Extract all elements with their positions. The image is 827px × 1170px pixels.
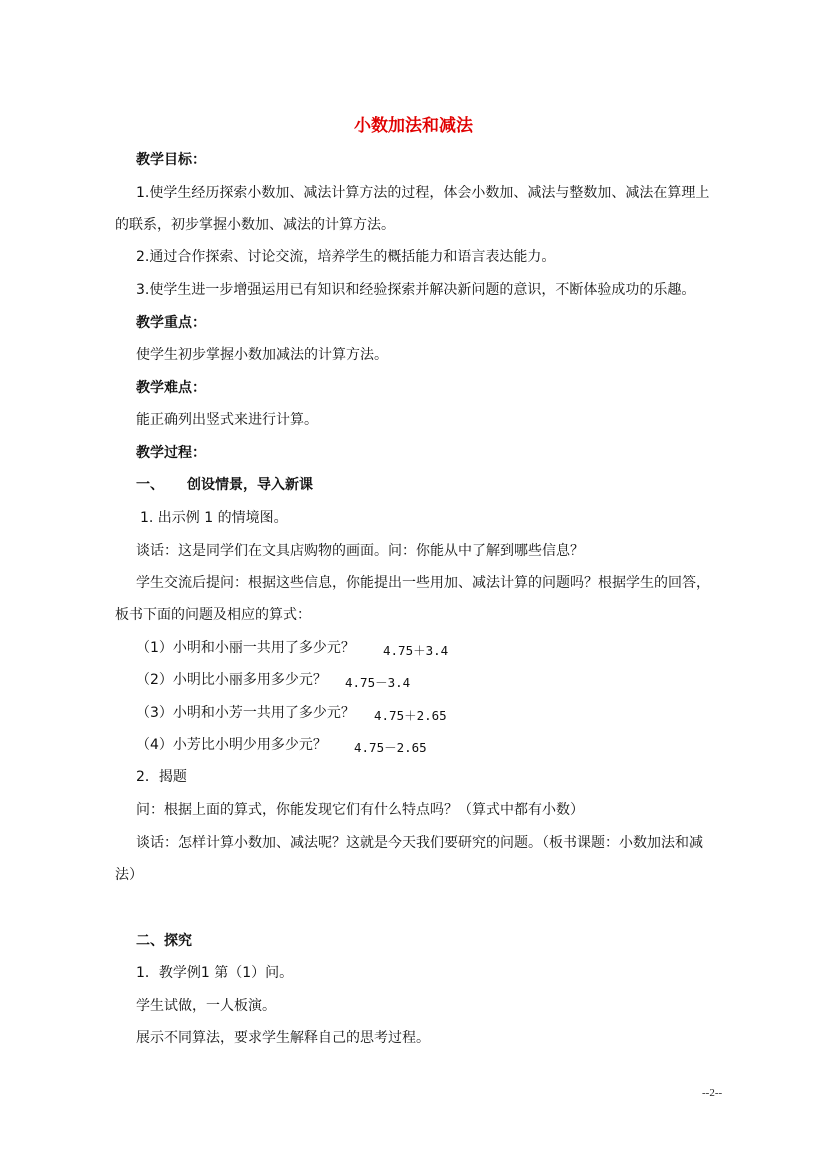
question-3-formula: 4.75＋2.65 bbox=[374, 708, 447, 723]
section-2-try: 学生试做，一人板演。 bbox=[136, 998, 276, 1014]
goals-heading: 教学目标： bbox=[136, 152, 206, 168]
step-1: 1. 出示例 1 的情境图。 bbox=[140, 510, 288, 526]
question-1: （1）小明和小丽一共用了多少元？ bbox=[136, 640, 355, 656]
talk-2-line-2: 法） bbox=[115, 867, 143, 883]
section-2-heading: 二、探究 bbox=[136, 933, 192, 949]
talk-1: 谈话：这是同学们在文具店购物的画面。问：你能从中了解到哪些信息？ bbox=[136, 543, 584, 559]
key-text: 使学生初步掌握小数加减法的计算方法。 bbox=[136, 347, 388, 363]
talk-2-line-1: 谈话：怎样计算小数加、减法呢？这就是今天我们要研究的问题。（板书课题：小数加法和减 bbox=[136, 835, 703, 851]
difficulty-text: 能正确列出竖式来进行计算。 bbox=[136, 412, 318, 428]
question-2: （2）小明比小丽多用多少元？ bbox=[136, 672, 327, 688]
key-heading: 教学重点： bbox=[136, 315, 206, 331]
process-heading: 教学过程： bbox=[136, 445, 206, 461]
section-2-step-1: 1．教学例1 第（1）问。 bbox=[136, 965, 294, 981]
document-title: 小数加法和减法 bbox=[354, 116, 473, 136]
page-number: --2-- bbox=[702, 1087, 723, 1099]
goal-1-line-1: 1.使学生经历探索小数加、减法计算方法的过程，体会小数加、减法与整数加、减法在算理上 bbox=[136, 185, 710, 201]
section-1-title: 创设情景，导入新课 bbox=[187, 477, 313, 493]
question-3: （3）小明和小芳一共用了多少元？ bbox=[136, 705, 355, 721]
step-2: 2．揭题 bbox=[136, 769, 187, 785]
question-2-formula: 4.75－3.4 bbox=[345, 675, 411, 690]
goal-3: 3.使学生进一步增强运用已有知识和经验探索并解决新问题的意识，不断体验成功的乐趣。 bbox=[136, 282, 696, 298]
ask-2: 问：根据上面的算式，你能发现它们有什么特点吗？（算式中都有小数） bbox=[136, 802, 584, 818]
ask-line-1: 学生交流后提问：根据这些信息，你能提出一些用加、减法计算的问题吗？根据学生的回答， bbox=[136, 575, 710, 591]
ask-line-2: 板书下面的问题及相应的算式： bbox=[115, 607, 311, 623]
difficulty-heading: 教学难点： bbox=[136, 380, 206, 396]
goal-2: 2.通过合作探索、讨论交流，培养学生的概括能力和语言表达能力。 bbox=[136, 249, 556, 265]
section-2-show: 展示不同算法，要求学生解释自己的思考过程。 bbox=[136, 1030, 430, 1046]
question-1-formula: 4.75＋3.4 bbox=[383, 643, 449, 658]
question-4-formula: 4.75－2.65 bbox=[354, 740, 427, 755]
question-4: （4）小芳比小明少用多少元？ bbox=[136, 737, 327, 753]
goal-1-line-2: 的联系，初步掌握小数加、减法的计算方法。 bbox=[115, 217, 395, 233]
section-1-number: 一、 bbox=[136, 477, 164, 493]
